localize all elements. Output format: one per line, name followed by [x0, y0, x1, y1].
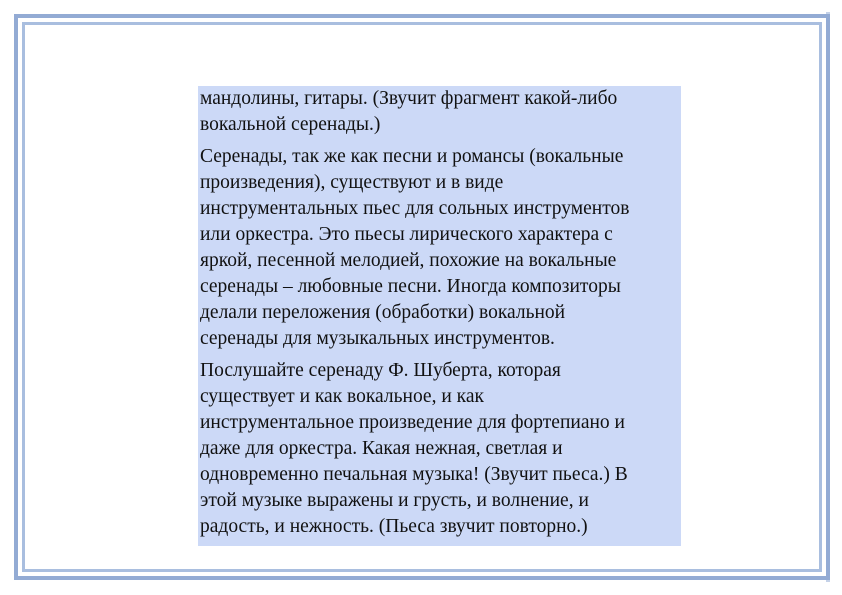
text-box — [198, 86, 681, 546]
paragraph-serenades: Серенады, так же как песни и романсы (вокальные произведения), существуют и в виде инструментальных пьес для сольных инструментов или оркестра. Это пьесы лирического характера с яркой, песенной мелодией, похожие на вокальные серенады – любовные песни. Иногда композиторы делали переложения (обработки) вокальной серенады для музыкальных инструментов. — [200, 146, 630, 349]
paragraph-intro: мандолины, гитары. (Звучит фрагмент какой-либо вокальной серенады.) — [200, 88, 618, 135]
paragraph-schubert: Послушайте серенаду Ф. Шуберта, которая существует и как вокальное, и как инструментальное произведение для фортепиано и даже для оркестра. Какая нежная, светлая и одновременно печальная музыка! (Звучит пьеса.) В этой музыке выражены и грусть, и волнение, и радость, и нежность. (Пьеса звучит повторно.) — [200, 360, 628, 537]
